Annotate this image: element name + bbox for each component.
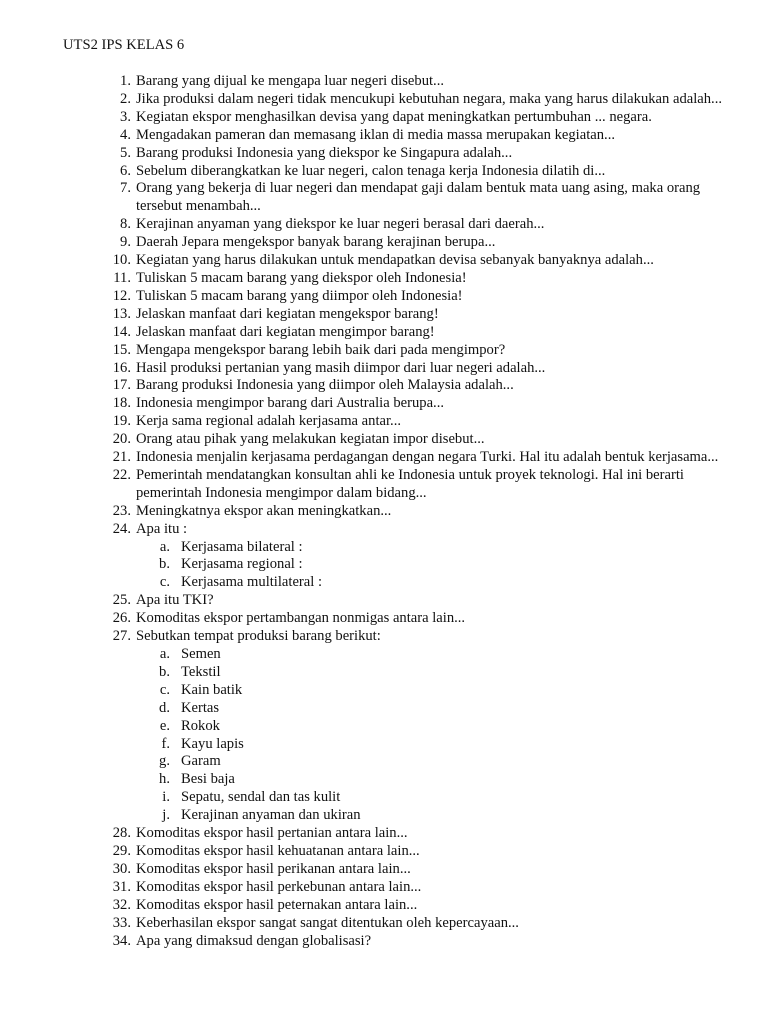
- question-text: Keberhasilan ekspor sangat sangat ditentukan oleh kepercayaan...: [136, 914, 519, 931]
- question-item: [0, 145, 768, 163]
- sub-question-item: [136, 664, 722, 682]
- question-text: Komoditas ekspor hasil kehuatanan antara lain...: [136, 842, 420, 859]
- question-text: Apa yang dimaksud dengan globalisasi?: [136, 932, 372, 949]
- question-number: 11.: [113, 269, 131, 286]
- question-number: 15.: [112, 341, 131, 358]
- question-text: Indonesia mengimpor barang dari Australia berupa...: [136, 395, 444, 412]
- question-item: [0, 324, 768, 342]
- question-text: Barang yang dijual ke mengapa luar negeri disebut...: [136, 73, 444, 89]
- sub-question-item: [136, 718, 722, 736]
- sub-question-letter: g.: [159, 753, 170, 770]
- question-number: 13.: [112, 305, 131, 322]
- question-text: Orang yang bekerja di luar negeri dan mendapat gaji dalam bentuk mata uang asing, maka orang tersebut menambah...: [136, 180, 701, 215]
- question-number: 23.: [112, 502, 131, 519]
- sub-question-item: [136, 646, 722, 664]
- question-text: Sebelum diberangkatkan ke luar negeri, calon tenaga kerja Indonesia dilatih di...: [136, 162, 606, 179]
- question-text: Daerah Jepara mengekspor banyak barang kerajinan berupa...: [136, 234, 496, 251]
- question-item: [0, 610, 768, 628]
- question-number: 10.: [112, 252, 131, 269]
- sub-question-text: Kain batik: [181, 681, 243, 698]
- question-number: 16.: [112, 359, 131, 376]
- sub-question-item: [136, 736, 722, 754]
- sub-question-item: [136, 789, 722, 807]
- sub-question-item: [136, 682, 722, 700]
- question-item: [0, 915, 768, 933]
- question-text: Orang atau pihak yang melakukan kegiatan impor disebut...: [136, 431, 485, 448]
- sub-question-letter: c.: [159, 574, 170, 591]
- sub-question-text: Kerjasama bilateral :: [181, 538, 303, 555]
- question-number: 29.: [112, 842, 131, 859]
- sub-question-text: Garam: [181, 753, 221, 770]
- question-item: [0, 431, 768, 449]
- question-text: Komoditas ekspor hasil perikanan antara lain...: [136, 860, 411, 877]
- sub-question-letter: h.: [159, 771, 170, 788]
- sub-question-text: Kerjasama multilateral :: [181, 574, 323, 591]
- question-text: Apa itu :: [136, 520, 188, 537]
- question-number: 24.: [112, 520, 131, 537]
- sub-question-letter: i.: [162, 789, 170, 806]
- sub-question-text: Tekstil: [181, 663, 221, 680]
- question-number: 27.: [112, 628, 131, 645]
- question-number: 20.: [112, 431, 131, 448]
- question-text: Kegiatan yang harus dilakukan untuk mendapatkan devisa sebanyak banyaknya adalah...: [136, 252, 654, 269]
- question-item: [0, 288, 768, 306]
- question-number: 33.: [112, 914, 131, 931]
- question-item: [0, 825, 768, 843]
- question-item: [0, 127, 768, 145]
- question-text: Pemerintah mendatangkan konsultan ahli ke Indonesia untuk proyek teknologi. Hal ini berarti pemerintah Indonesia mengimpor dalam bidang...: [136, 466, 684, 501]
- question-number: 18.: [112, 395, 131, 412]
- sub-question-text: Semen: [181, 646, 221, 662]
- sub-question-list: [136, 646, 722, 825]
- question-number: 14.: [112, 323, 131, 340]
- question-item: [0, 467, 768, 503]
- question-item: [0, 377, 768, 395]
- question-text: Apa itu TKI?: [136, 592, 214, 609]
- sub-question-list: [136, 539, 722, 593]
- question-item: [0, 503, 768, 521]
- question-item: [0, 861, 768, 879]
- question-number: 26.: [112, 610, 131, 627]
- question-number: 7.: [120, 180, 131, 197]
- question-text: Tuliskan 5 macam barang yang diekspor oleh Indonesia!: [136, 269, 467, 286]
- sub-question-letter: f.: [161, 735, 170, 752]
- question-item: [0, 843, 768, 861]
- question-number: 2.: [120, 90, 131, 107]
- question-item: [0, 449, 768, 467]
- sub-question-letter: j.: [162, 807, 170, 824]
- document-title: UTS2 IPS KELAS 6: [63, 37, 185, 53]
- question-item: [0, 91, 768, 109]
- sub-question-letter: c.: [159, 681, 170, 698]
- question-item: [0, 252, 768, 270]
- question-text: Komoditas ekspor hasil peternakan antara lain...: [136, 896, 418, 913]
- sub-question-text: Kertas: [181, 699, 220, 716]
- question-text: Komoditas ekspor hasil pertanian antara lain...: [136, 825, 408, 842]
- question-item: [0, 521, 768, 593]
- question-item: [0, 73, 768, 91]
- question-text: Mengapa mengekspor barang lebih baik dari pada mengimpor?: [136, 341, 506, 358]
- question-text: Barang produksi Indonesia yang diekspor ke Singapura adalah...: [136, 144, 513, 161]
- question-item: [0, 234, 768, 252]
- question-list: [0, 73, 768, 950]
- question-number: 6.: [120, 162, 131, 179]
- question-text: Jelaskan manfaat dari kegiatan mengekspor barang!: [136, 305, 439, 322]
- question-number: 4.: [120, 126, 131, 143]
- question-number: 17.: [112, 377, 131, 394]
- sub-question-item: [136, 574, 722, 592]
- sub-question-text: Kayu lapis: [181, 735, 244, 752]
- question-text: Jika produksi dalam negeri tidak mencukupi kebutuhan negara, maka yang harus dilakukan adalah...: [136, 90, 722, 107]
- question-text: Komoditas ekspor pertambangan nonmigas antara lain...: [136, 610, 466, 627]
- sub-question-letter: d.: [159, 699, 170, 716]
- question-number: 31.: [112, 878, 131, 895]
- question-number: 5.: [120, 144, 131, 161]
- question-item: [0, 933, 768, 951]
- question-number: 34.: [112, 932, 131, 949]
- question-text: Kerajinan anyaman yang diekspor ke luar negeri berasal dari daerah...: [136, 216, 545, 233]
- sub-question-letter: e.: [159, 717, 170, 734]
- question-item: [0, 628, 768, 825]
- question-text: Mengadakan pameran dan memasang iklan di media massa merupakan kegiatan...: [136, 126, 615, 143]
- question-text: Kerja sama regional adalah kerjasama antar...: [136, 413, 401, 430]
- question-item: [0, 306, 768, 324]
- question-item: [0, 180, 768, 216]
- sub-question-letter: b.: [159, 556, 170, 573]
- sub-question-letter: a.: [159, 646, 170, 662]
- sub-question-text: Rokok: [181, 717, 220, 734]
- sub-question-text: Kerjasama regional :: [181, 556, 303, 573]
- question-number: 22.: [112, 466, 131, 483]
- question-item: [0, 109, 768, 127]
- sub-question-text: Sepatu, sendal dan tas kulit: [181, 789, 341, 806]
- question-number: 9.: [120, 234, 131, 251]
- question-number: 21.: [112, 449, 131, 466]
- question-text: Jelaskan manfaat dari kegiatan mengimpor barang!: [136, 323, 435, 340]
- question-item: [0, 879, 768, 897]
- sub-question-text: Kerajinan anyaman dan ukiran: [181, 807, 361, 824]
- question-text: Hasil produksi pertanian yang masih diimpor dari luar negeri adalah...: [136, 359, 546, 376]
- question-number: 25.: [112, 592, 131, 609]
- question-number: 32.: [112, 896, 131, 913]
- sub-question-item: [136, 700, 722, 718]
- question-number: 28.: [112, 825, 131, 842]
- question-number: 3.: [120, 108, 131, 125]
- sub-question-item: [136, 807, 722, 825]
- sub-question-item: [136, 771, 722, 789]
- question-text: Meningkatnya ekspor akan meningkatkan...: [136, 502, 392, 519]
- sub-question-letter: b.: [159, 663, 170, 680]
- sub-question-item: [136, 556, 722, 574]
- question-number: 30.: [112, 860, 131, 877]
- question-item: [0, 270, 768, 288]
- question-text: Indonesia menjalin kerjasama perdagangan dengan negara Turki. Hal itu adalah bentuk kerjasama...: [136, 449, 719, 466]
- question-item: [0, 897, 768, 915]
- question-item: [0, 360, 768, 378]
- question-text: Barang produksi Indonesia yang diimpor oleh Malaysia adalah...: [136, 377, 514, 394]
- question-text: Tuliskan 5 macam barang yang diimpor oleh Indonesia!: [136, 287, 463, 304]
- question-item: [0, 592, 768, 610]
- question-number: 8.: [120, 216, 131, 233]
- sub-question-text: Besi baja: [181, 771, 235, 788]
- sub-question-letter: a.: [159, 538, 170, 555]
- question-number: 1.: [120, 73, 131, 89]
- question-item: [0, 395, 768, 413]
- question-item: [0, 342, 768, 360]
- question-text: Sebutkan tempat produksi barang berikut:: [136, 628, 381, 645]
- question-item: [0, 163, 768, 181]
- question-text: Komoditas ekspor hasil perkebunan antara lain...: [136, 878, 422, 895]
- question-item: [0, 216, 768, 234]
- question-item: [0, 413, 768, 431]
- question-number: 19.: [112, 413, 131, 430]
- sub-question-item: [136, 539, 722, 557]
- question-text: Kegiatan ekspor menghasilkan devisa yang dapat meningkatkan pertumbuhan ... negara.: [136, 108, 652, 125]
- question-number: 12.: [112, 287, 131, 304]
- sub-question-item: [136, 753, 722, 771]
